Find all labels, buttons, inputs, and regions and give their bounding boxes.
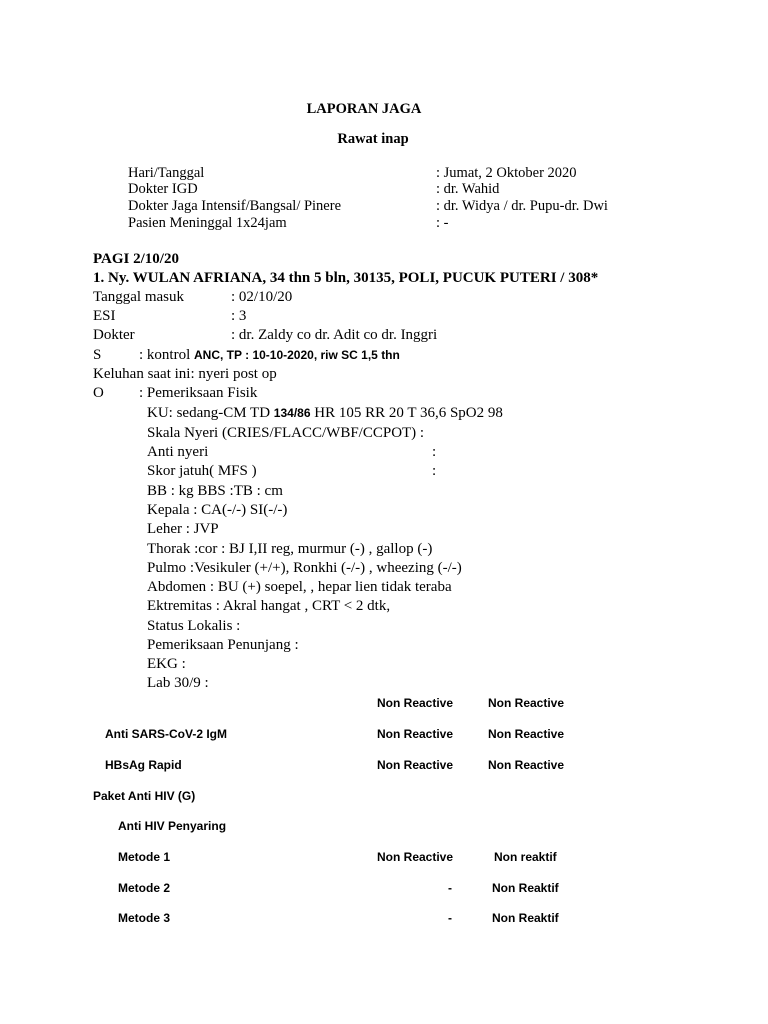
exam-leher: Leher : JVP bbox=[147, 521, 219, 537]
lab-row-1-name: Anti SARS-CoV-2 IgM bbox=[105, 727, 227, 741]
info-label-dokter-jaga: Dokter Jaga Intensif/Bangsal/ Pinere bbox=[128, 198, 342, 214]
hiv-subtitle: Anti HIV Penyaring bbox=[118, 819, 227, 833]
info-value-hari: : Jumat, 2 Oktober 2020 bbox=[436, 165, 577, 181]
o-label: O bbox=[93, 385, 104, 401]
section-heading: PAGI 2/10/20 bbox=[93, 251, 179, 267]
o-value: : Pemeriksaan Fisik bbox=[139, 385, 258, 401]
s-label: S bbox=[93, 347, 102, 363]
exam-pemeriksaan-penunjang: Pemeriksaan Penunjang : bbox=[147, 637, 299, 653]
exam-anti-nyeri-colon: : bbox=[432, 444, 437, 460]
field-value-dokter: : dr. Zaldy co dr. Adit co dr. Inggri bbox=[231, 327, 438, 343]
lab-row-2-v2: Non Reactive bbox=[488, 758, 565, 772]
exam-skala-nyeri: Skala Nyeri (CRIES/FLACC/WBF/CCPOT) : bbox=[147, 425, 425, 441]
hiv-row-2-v1: - bbox=[448, 881, 452, 895]
field-value-esi: : 3 bbox=[231, 308, 247, 324]
info-value-dokter-jaga: : dr. Widya / dr. Pupu-dr. Dwi bbox=[436, 198, 608, 214]
s-prefix: : kontrol bbox=[139, 347, 191, 363]
hiv-row-3-name: Metode 3 bbox=[118, 911, 171, 925]
hiv-row-1-v2: Non reaktif bbox=[494, 850, 557, 864]
info-value-dokter-igd: : dr. Wahid bbox=[436, 181, 500, 197]
exam-pulmo: Pulmo :Vesikuler (+/+), Ronkhi (-/-) , wheezing (-/-) bbox=[147, 560, 462, 576]
hiv-row-2-name: Metode 2 bbox=[118, 881, 171, 895]
lab-row-1-v1: Non Reactive bbox=[377, 727, 454, 741]
lab-row-0-v2: Non Reactive bbox=[488, 696, 565, 710]
hiv-row-1-v1: Non Reactive bbox=[377, 850, 454, 864]
exam-kepala: Kepala : CA(-/-) SI(-/-) bbox=[147, 502, 288, 518]
hiv-row-3-v2: Non Reaktif bbox=[492, 911, 559, 925]
exam-skor-jatuh: Skor jatuh( MFS ) bbox=[147, 463, 257, 479]
ku-td: 134/86 bbox=[273, 406, 311, 420]
exam-lab: Lab 30/9 : bbox=[147, 675, 209, 691]
lab-row-2-name: HBsAg Rapid bbox=[105, 758, 182, 772]
field-label-tanggal-masuk: Tanggal masuk bbox=[93, 289, 185, 305]
lab-row-1-v2: Non Reactive bbox=[488, 727, 565, 741]
info-label-hari: Hari/Tanggal bbox=[128, 165, 205, 181]
exam-skor-jatuh-colon: : bbox=[432, 463, 437, 479]
exam-abdomen: Abdomen : BU (+) soepel, , hepar lien tidak teraba bbox=[147, 579, 452, 595]
exam-status-lokalis: Status Lokalis : bbox=[147, 618, 241, 634]
info-label-dokter-igd: Dokter IGD bbox=[128, 181, 198, 197]
exam-ekg: EKG : bbox=[147, 656, 186, 672]
field-label-esi: ESI bbox=[93, 308, 116, 324]
page-title: LAPORAN JAGA bbox=[306, 101, 422, 117]
ku-line bbox=[147, 404, 503, 422]
keluhan-line: Keluhan saat ini: nyeri post op bbox=[93, 366, 277, 382]
page-subtitle: Rawat inap bbox=[337, 131, 409, 147]
hiv-row-3-v1: - bbox=[448, 911, 452, 925]
field-label-dokter: Dokter bbox=[93, 327, 135, 343]
exam-thorak: Thorak :cor : BJ I,II reg, murmur (-) , gallop (-) bbox=[147, 541, 433, 557]
hiv-row-2-v2: Non Reaktif bbox=[492, 881, 559, 895]
hiv-row-1-name: Metode 1 bbox=[118, 850, 171, 864]
exam-ektremitas: Ektremitas : Akral hangat , CRT < 2 dtk, bbox=[147, 598, 391, 614]
info-label-pasien-meninggal: Pasien Meninggal 1x24jam bbox=[128, 215, 287, 231]
info-value-pasien-meninggal: : - bbox=[436, 215, 449, 231]
lab-row-2-v1: Non Reactive bbox=[377, 758, 454, 772]
exam-anti-nyeri: Anti nyeri bbox=[147, 444, 209, 460]
hiv-title: Paket Anti HIV (G) bbox=[93, 789, 196, 803]
ku-rest: HR 105 RR 20 T 36,6 SpO2 98 bbox=[314, 405, 503, 421]
exam-bb: BB : kg BBS :TB : cm bbox=[147, 483, 283, 499]
patient-heading: 1. Ny. WULAN AFRIANA, 34 thn 5 bln, 30135, POLI, PUCUK PUTERI / 308* bbox=[93, 270, 599, 286]
s-value bbox=[139, 346, 400, 364]
lab-row-0-v1: Non Reactive bbox=[377, 696, 454, 710]
ku-prefix: KU: sedang-CM TD bbox=[147, 405, 271, 421]
field-value-tanggal-masuk: : 02/10/20 bbox=[231, 289, 293, 305]
s-rest: ANC, TP : 10-10-2020, riw SC 1,5 thn bbox=[194, 348, 400, 362]
